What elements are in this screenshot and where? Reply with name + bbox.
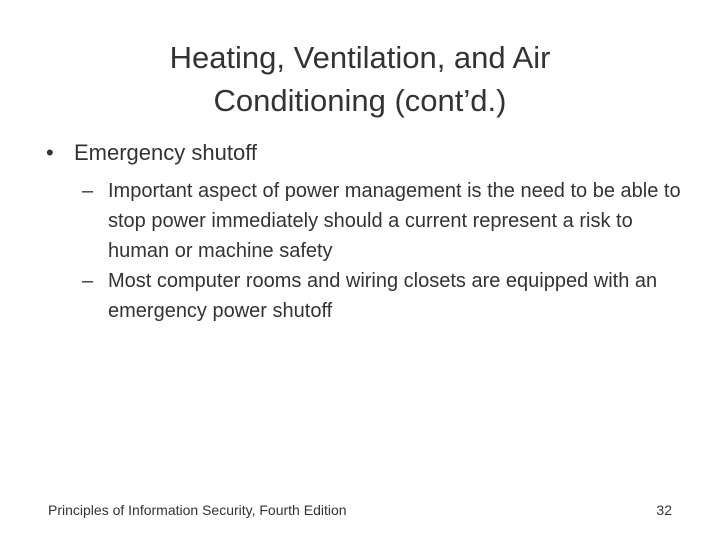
sub-bullet-item [82, 176, 686, 266]
slide-content [46, 138, 686, 326]
sub-bullet-marker: – [82, 270, 94, 292]
sub-bullet-item [82, 266, 686, 326]
bullet-marker: • [46, 140, 54, 165]
slide-title-line-2: Conditioning (cont’d.) [213, 83, 507, 118]
slide-title-line-1: Heating, Ventilation, and Air [169, 40, 551, 75]
sub-bullet-text: Important aspect of power management is the need to be able to stop power immediately should a current represent a risk to human or machine safety [108, 180, 681, 262]
slide-title [90, 36, 630, 122]
bullet-item [46, 138, 686, 168]
sub-bullet-marker: – [82, 180, 94, 202]
sub-bullet-text: Most computer rooms and wiring closets are equipped with an emergency power shutoff [108, 270, 658, 322]
footer-source: Principles of Information Security, Fourth Edition [48, 502, 347, 518]
bullet-text: Emergency shutoff [74, 140, 258, 165]
page-number: 32 [656, 502, 672, 518]
